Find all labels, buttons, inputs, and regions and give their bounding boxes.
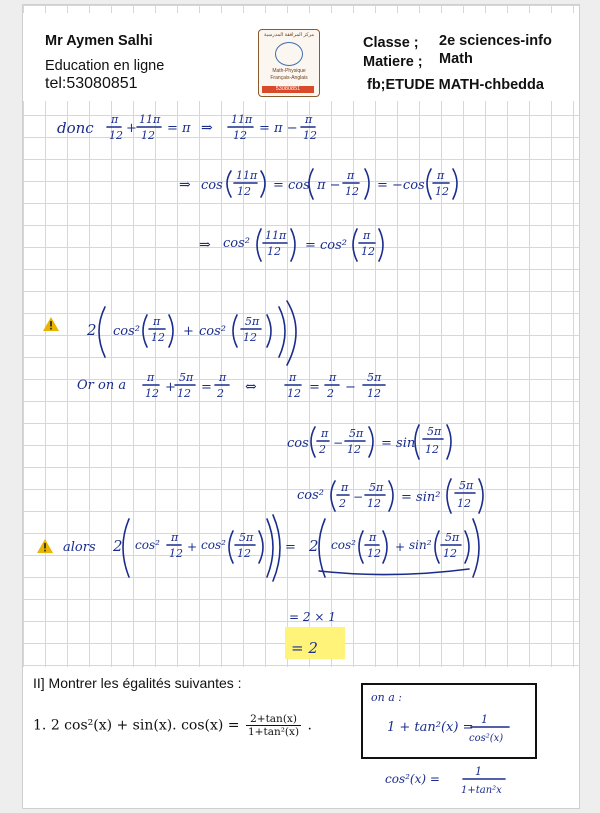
svg-text:+: +: [395, 540, 406, 554]
svg-text:2: 2: [113, 537, 123, 555]
svg-text:π: π: [341, 481, 349, 494]
svg-text:π: π: [171, 531, 179, 544]
svg-text:⇒: ⇒: [201, 120, 213, 136]
svg-text:12: 12: [243, 331, 257, 344]
svg-text:⇒: ⇒: [179, 177, 191, 193]
svg-text:−: −: [353, 490, 364, 504]
teacher-name: Mr Aymen Salhi: [45, 33, 153, 49]
classe-value: 2e sciences-info: [439, 33, 552, 49]
svg-text:11π: 11π: [231, 113, 253, 126]
svg-text:12: 12: [435, 185, 449, 198]
svg-text:=: =: [309, 380, 320, 395]
svg-text:12: 12: [237, 185, 251, 198]
svg-text:1: 1: [481, 713, 488, 726]
warning-icon: [43, 317, 59, 331]
svg-text:−: −: [333, 436, 344, 450]
svg-text:12: 12: [233, 129, 247, 142]
svg-text:12: 12: [151, 331, 165, 344]
svg-text:12: 12: [267, 245, 281, 258]
svg-text:+: +: [183, 324, 194, 339]
svg-text:+: +: [165, 380, 176, 395]
svg-text:cos²: cos²: [297, 488, 324, 503]
svg-text:cos²: cos²: [331, 538, 356, 552]
svg-text:5π: 5π: [367, 371, 382, 384]
warning-icon: [37, 539, 53, 553]
phone-number: tel:53080851: [45, 75, 138, 92]
svg-text:12: 12: [145, 387, 159, 400]
svg-text:2: 2: [217, 387, 224, 400]
facebook-page: fb;ETUDE MATH-chbedda: [367, 77, 544, 93]
exercise-section: [23, 667, 579, 808]
svg-text:12: 12: [347, 443, 361, 456]
svg-text:5π: 5π: [239, 531, 254, 544]
svg-text:5π: 5π: [459, 479, 474, 492]
svg-text:12: 12: [345, 185, 359, 198]
svg-text:12: 12: [109, 129, 123, 142]
svg-text:cos²: cos²: [113, 324, 140, 339]
svg-text:12: 12: [303, 129, 317, 142]
svg-text:12: 12: [367, 547, 381, 560]
svg-text:12: 12: [361, 245, 375, 258]
svg-text:5π: 5π: [427, 425, 442, 438]
svg-text:12: 12: [367, 387, 381, 400]
svg-text:5π: 5π: [369, 481, 384, 494]
svg-text:+: +: [126, 121, 137, 136]
svg-text:π: π: [111, 113, 119, 126]
svg-text:π: π: [369, 531, 377, 544]
svg-text:12: 12: [425, 443, 439, 456]
svg-text:π: π: [305, 113, 313, 126]
school-logo: مركز المرافقة المدرسية Math-Physique Français-Anglais 53080851: [258, 29, 320, 97]
svg-text:= π: = π: [167, 121, 191, 136]
svg-text:π: π: [153, 315, 161, 328]
svg-text:= cos²: = cos²: [305, 238, 348, 253]
svg-text:= sin: = sin: [381, 436, 416, 451]
svg-text:−: −: [345, 380, 356, 395]
svg-text:π: π: [363, 229, 371, 242]
svg-text:π: π: [329, 371, 337, 384]
svg-text:= cos: = cos: [273, 178, 310, 193]
svg-text:=: =: [201, 380, 212, 395]
svg-text:⇔: ⇔: [245, 379, 257, 395]
fraction: $\frac{2+\tan(x)}{\text{1+tan²(x)}}$: [248, 713, 300, 738]
svg-text:12: 12: [287, 387, 301, 400]
svg-text:cos²: cos²: [223, 236, 250, 251]
svg-text:2: 2: [327, 387, 334, 400]
handwritten-solution: [23, 101, 579, 761]
svg-text:2: 2: [319, 443, 326, 456]
svg-text:5π: 5π: [445, 531, 460, 544]
svg-text:2: 2: [87, 321, 97, 339]
matiere-label: Matiere ;: [363, 54, 423, 70]
svg-text:π: π: [321, 427, 329, 440]
svg-text:on a :: on a :: [371, 691, 402, 704]
svg-text:sin²: sin²: [409, 538, 432, 552]
svg-text:12: 12: [141, 129, 155, 142]
svg-text:5π: 5π: [179, 371, 194, 384]
matiere-value: Math: [439, 51, 473, 67]
notebook-page: [22, 4, 580, 809]
svg-text:12: 12: [367, 497, 381, 510]
svg-text:Or on a: Or on a: [77, 378, 127, 393]
svg-text:5π: 5π: [245, 315, 260, 328]
svg-text:⇒: ⇒: [199, 237, 211, 253]
svg-text:+: +: [187, 540, 198, 554]
classe-label: Classe ;: [363, 35, 419, 51]
svg-text:1 + tan²(x) =: 1 + tan²(x) =: [387, 720, 474, 735]
svg-text:12: 12: [237, 547, 251, 560]
svg-text:11π: 11π: [139, 113, 161, 126]
svg-text:cos: cos: [287, 436, 309, 451]
section-title: II] Montrer les égalités suivantes :: [33, 675, 242, 691]
svg-text:alors: alors: [63, 540, 96, 555]
svg-text:cos²: cos²: [201, 538, 226, 552]
svg-text:= π −: = π −: [259, 121, 298, 136]
svg-text:=: =: [285, 540, 296, 555]
svg-text:= sin²: = sin²: [401, 490, 441, 505]
svg-text:cos²(x): cos²(x): [469, 733, 504, 744]
svg-text:12: 12: [169, 547, 183, 560]
derived-handwriting: [383, 763, 553, 803]
svg-text:12: 12: [177, 387, 191, 400]
education-label: Education en ligne: [45, 58, 165, 74]
equality-statement: 1. 2 cos²(x) + sin(x). cos(x) = $\frac{2+\tan(x)}{\text{1+tan²(x)}}$ .: [33, 713, 312, 738]
svg-text:12: 12: [443, 547, 457, 560]
svg-text:π: π: [219, 371, 227, 384]
svg-text:1+tan²x: 1+tan²x: [461, 785, 502, 796]
svg-text:π: π: [147, 371, 155, 384]
svg-text:= 2 × 1: = 2 × 1: [289, 610, 336, 624]
svg-text:cos²: cos²: [199, 324, 226, 339]
svg-text:cos: cos: [201, 178, 223, 193]
svg-text:2: 2: [339, 497, 346, 510]
page-header: [23, 13, 579, 101]
svg-text:cos²(x) =: cos²(x) =: [385, 772, 440, 786]
svg-text:1: 1: [475, 765, 482, 778]
svg-text:π: π: [289, 371, 297, 384]
svg-text:π: π: [347, 169, 355, 182]
svg-text:= −cos: = −cos: [377, 178, 425, 193]
hint-box: [361, 683, 537, 759]
svg-text:cos²: cos²: [135, 538, 160, 552]
svg-text:2: 2: [309, 537, 319, 555]
svg-text:11π: 11π: [236, 169, 258, 182]
svg-text:11π: 11π: [265, 229, 287, 242]
svg-text:12: 12: [457, 497, 471, 510]
svg-text:= 2: = 2: [291, 639, 318, 657]
svg-text:donc: donc: [57, 119, 94, 137]
svg-text:π: π: [437, 169, 445, 182]
svg-text:π −: π −: [317, 178, 341, 193]
svg-text:5π: 5π: [349, 427, 364, 440]
hint-handwriting: [363, 685, 535, 757]
